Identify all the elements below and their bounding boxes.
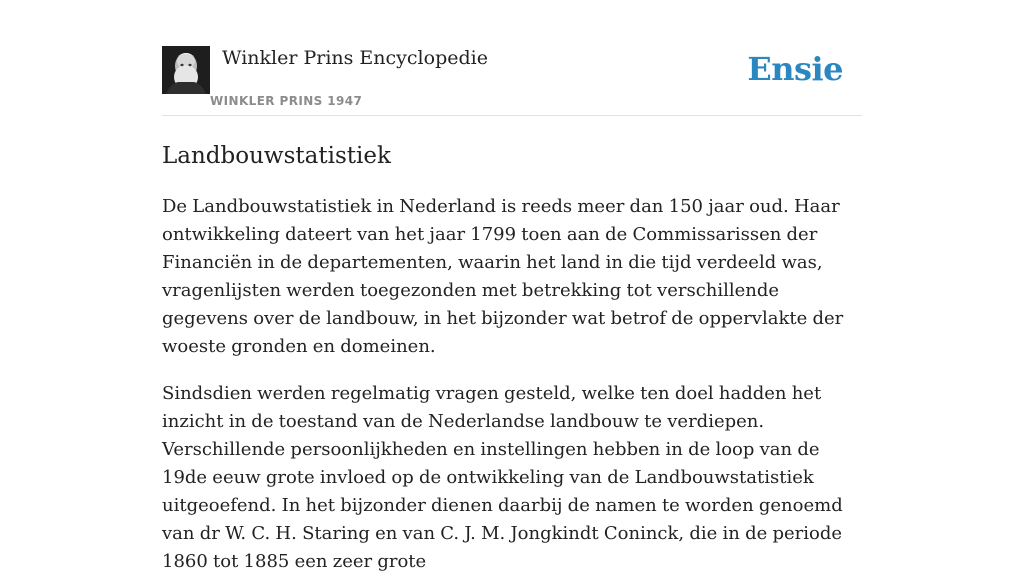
page xyxy=(162,0,862,576)
source-title[interactable]: Winkler Prins Encyclopedie xyxy=(222,47,488,69)
article-paragraph: De Landbouwstatistiek in Nederland is reeds meer dan 150 jaar oud. Haar ontwikkeling dateert van het jaar 1799 toen aan de Commissarissen der Financiën in de departementen, waarin het land in die tijd verdeeld was, vragenlijsten werden toegezonden met betrekking tot verschillende gegevens over de landbouw, in het bijzonder wat betrof de oppervlakte der woeste gronden en domeinen. xyxy=(162,196,844,357)
article-paragraph: Sindsdien werden regelmatig vragen gesteld, welke ten doel hadden het inzicht in de toestand van de Nederlandse landbouw te verdiepen. Verschillende persoonlijkheden en instellingen hebben in de loop van de 19de eeuw grote invloed op de ontwikkeling van de Landbouwstatistiek uitgeoefend. In het bijzonder dienen daarbij de namen te worden genoemd van dr W. C. H. Staring en van C. J. M. Jongkindt Coninck, die in de periode 1860 tot 1885 een zeer grote xyxy=(162,383,843,572)
portrait-avatar-icon[interactable] xyxy=(162,46,210,94)
brand-logo[interactable]: Ensie xyxy=(747,50,843,88)
article-title: Landbouwstatistiek xyxy=(162,143,391,169)
source-subtitle[interactable]: WINKLER PRINS 1947 xyxy=(210,94,363,108)
source-header xyxy=(162,46,862,116)
article-body xyxy=(162,193,862,576)
